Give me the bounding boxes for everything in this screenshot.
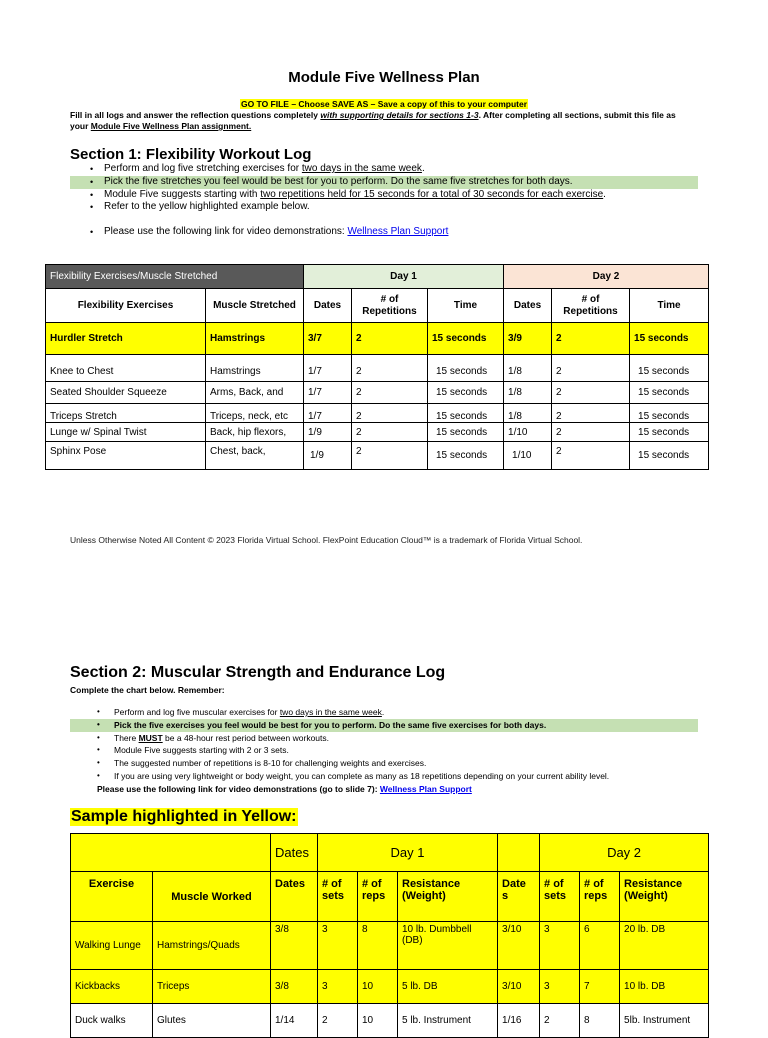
- cell-date[interactable]: 1/7: [304, 355, 352, 382]
- cell-date[interactable]: 1/8: [504, 355, 552, 382]
- cell-reps[interactable]: 2: [352, 442, 428, 470]
- col-resistance: Resistance (Weight): [620, 872, 709, 922]
- col-dates: Dates: [304, 289, 352, 323]
- cell-date: 3/8: [271, 970, 318, 1004]
- cell-sets: 3: [318, 970, 358, 1004]
- section1-video-bullet: [70, 226, 698, 239]
- bullet-item: • Pick the five exercises you feel would be best for you to perform. Do the same five exercises for both days.: [70, 719, 698, 732]
- section2-bullets: [70, 706, 698, 783]
- col-time: Time: [428, 289, 504, 323]
- cell-time[interactable]: 15 seconds: [428, 355, 504, 382]
- table-row: [46, 442, 709, 470]
- col-dates: Dates: [504, 289, 552, 323]
- cell-date: 3/10: [498, 922, 540, 970]
- cell-muscle: Hamstrings/Quads: [153, 922, 271, 970]
- cell-exercise: Kickbacks: [71, 970, 153, 1004]
- cell-time[interactable]: 15 seconds: [630, 382, 709, 404]
- col-reps: # of reps: [358, 872, 398, 922]
- cell-muscle[interactable]: Hamstrings: [206, 355, 304, 382]
- table-row: [71, 922, 709, 970]
- col-sets: # of sets: [540, 872, 580, 922]
- cell-date[interactable]: 1/7: [304, 382, 352, 404]
- col-reps: # of Repetitions: [552, 289, 630, 323]
- cell-date: 3/9: [504, 323, 552, 355]
- table-row: [71, 970, 709, 1004]
- cell-time[interactable]: 15 seconds: [630, 404, 709, 423]
- col-reps: # of Repetitions: [352, 289, 428, 323]
- cell-sets: 3: [540, 970, 580, 1004]
- cell-muscle: Hamstrings: [206, 323, 304, 355]
- section1-bullets: [70, 163, 698, 214]
- cell-time[interactable]: 15 seconds: [630, 423, 709, 442]
- cell-reps[interactable]: 2: [552, 423, 630, 442]
- bullet-item: • The suggested number of repetitions is 8-10 for challenging weights and exercises.: [70, 757, 698, 770]
- bullet-item: • Please use the following link for video demonstrations: Wellness Plan Support: [70, 226, 698, 239]
- cell-time: 15 seconds: [428, 323, 504, 355]
- cell-date: 3/8: [271, 922, 318, 970]
- cell-muscle: Triceps: [153, 970, 271, 1004]
- wellness-plan-support-link[interactable]: Wellness Plan Support: [379, 784, 472, 794]
- col-reps: # of reps: [580, 872, 620, 922]
- cell-reps: 8: [358, 922, 398, 970]
- col-time: Time: [630, 289, 709, 323]
- section2-video-line: Please use the following link for video demonstrations (go to slide 7): Wellness Plan Support: [97, 784, 472, 794]
- table-row: [46, 382, 709, 404]
- cell-reps[interactable]: 2: [552, 355, 630, 382]
- cell-time[interactable]: 15 seconds: [630, 355, 709, 382]
- copyright-footer: Unless Otherwise Noted All Content © 2023 Florida Virtual School. FlexPoint Education Cloud™ is a trademark of Florida Virtual School.: [70, 535, 583, 545]
- cell-sets: 3: [540, 922, 580, 970]
- cell-muscle[interactable]: Arms, Back, and: [206, 382, 304, 404]
- assignment-link-text: Module Five Wellness Plan assignment.: [90, 121, 252, 131]
- cell-resistance[interactable]: 5 lb. Instrument: [398, 1004, 498, 1038]
- day1-header: Day 1: [304, 265, 504, 289]
- cell-exercise[interactable]: Knee to Chest: [46, 355, 206, 382]
- cell-exercise: Hurdler Stretch: [46, 323, 206, 355]
- table-row: [71, 1004, 709, 1038]
- table-row: [46, 423, 709, 442]
- section2-subheading: Complete the chart below. Remember:: [70, 685, 225, 695]
- cell-date[interactable]: 1/10: [504, 423, 552, 442]
- cell-date[interactable]: 1/8: [504, 382, 552, 404]
- cell-reps[interactable]: 10: [358, 1004, 398, 1038]
- bullet-item: • Module Five suggests starting with 2 or 3 sets.: [70, 744, 698, 757]
- bullet-item: • There MUST be a 48-hour rest period between workouts.: [70, 732, 698, 745]
- bullet-item: • If you are using very lightweight or body weight, you can complete as many as 18 repetitions depending on your current ability level.: [70, 770, 698, 783]
- sample-label: Sample highlighted in Yellow:: [71, 808, 297, 825]
- flexibility-log-table: [45, 264, 709, 470]
- cell-reps: 10: [358, 970, 398, 1004]
- cell-exercise[interactable]: Triceps Stretch: [46, 404, 206, 423]
- cell-time[interactable]: 15 seconds: [428, 404, 504, 423]
- cell-resistance: 5 lb. DB: [398, 970, 498, 1004]
- cell-date[interactable]: 1/14: [271, 1004, 318, 1038]
- wellness-plan-support-link[interactable]: Wellness Plan Support: [347, 226, 449, 237]
- col-sets: # of sets: [318, 872, 358, 922]
- day2-header: Day 2: [540, 834, 709, 872]
- cell-reps: 2: [352, 323, 428, 355]
- cell-date[interactable]: 1/8: [504, 404, 552, 423]
- bullet-item: • Perform and log five muscular exercises for two days in the same week.: [70, 706, 698, 719]
- cell-date[interactable]: 1/10: [504, 442, 552, 470]
- bullet-item: • Perform and log five stretching exercises for two days in the same week.: [70, 163, 698, 176]
- cell-date[interactable]: 1/9: [304, 423, 352, 442]
- cell-reps[interactable]: 2: [352, 355, 428, 382]
- col-exercise: Flexibility Exercises: [46, 289, 206, 323]
- cell-exercise: Walking Lunge: [71, 922, 153, 970]
- cell-time[interactable]: 15 seconds: [630, 442, 709, 470]
- section2-heading: Section 2: Muscular Strength and Endurance Log: [70, 664, 446, 681]
- cell-reps[interactable]: 2: [552, 404, 630, 423]
- empty-header-cell: [498, 834, 540, 872]
- cell-exercise[interactable]: Sphinx Pose: [46, 442, 206, 470]
- cell-reps[interactable]: 2: [352, 423, 428, 442]
- save-instructions: GO TO FILE – Choose SAVE AS – Save a copy of this to your computer: [240, 99, 528, 109]
- day2-header: Day 2: [504, 265, 709, 289]
- cell-date[interactable]: 1/7: [304, 404, 352, 423]
- cell-time[interactable]: 15 seconds: [428, 442, 504, 470]
- cell-time[interactable]: 15 seconds: [428, 423, 504, 442]
- cell-reps[interactable]: 8: [580, 1004, 620, 1038]
- table-row: [46, 355, 709, 382]
- cell-reps[interactable]: 2: [552, 442, 630, 470]
- cell-muscle[interactable]: Glutes: [153, 1004, 271, 1038]
- cell-resistance: 20 lb. DB: [620, 922, 709, 970]
- cell-resistance: 10 lb. DB: [620, 970, 709, 1004]
- table-row: [46, 404, 709, 423]
- group-header: Flexibility Exercises/Muscle Stretched: [46, 265, 304, 289]
- cell-reps: 7: [580, 970, 620, 1004]
- section1-heading: Section 1: Flexibility Workout Log: [70, 146, 312, 163]
- cell-sets: 3: [318, 922, 358, 970]
- dates-header: Dates: [271, 834, 318, 872]
- col-muscle: Muscle Stretched: [206, 289, 304, 323]
- cell-reps: 6: [580, 922, 620, 970]
- cell-sets[interactable]: 2: [318, 1004, 358, 1038]
- cell-muscle[interactable]: Triceps, neck, etc: [206, 404, 304, 423]
- cell-reps[interactable]: 2: [352, 382, 428, 404]
- cell-time: 15 seconds: [630, 323, 709, 355]
- cell-time[interactable]: 15 seconds: [428, 382, 504, 404]
- cell-date: 3/7: [304, 323, 352, 355]
- empty-header-cell: [71, 834, 271, 872]
- cell-sets[interactable]: 2: [540, 1004, 580, 1038]
- cell-exercise[interactable]: Seated Shoulder Squeeze: [46, 382, 206, 404]
- cell-resistance[interactable]: 5lb. Instrument: [620, 1004, 709, 1038]
- bullet-item: • Refer to the yellow highlighted example below.: [70, 201, 698, 214]
- cell-exercise[interactable]: Lunge w/ Spinal Twist: [46, 423, 206, 442]
- cell-reps[interactable]: 2: [352, 404, 428, 423]
- bullet-item: • Pick the five stretches you feel would be best for you to perform. Do the same five stretches for both days.: [70, 176, 698, 189]
- page-title: Module Five Wellness Plan: [288, 69, 480, 86]
- assignment-instructions: Fill in all logs and answer the reflection questions completely with supporting details for sections 1-3. After completing all sections, submit this file as your Module Five Wellness Plan assignment.: [70, 110, 676, 131]
- strength-log-table: [70, 833, 709, 1038]
- cell-muscle[interactable]: Back, hip flexors,: [206, 423, 304, 442]
- cell-date[interactable]: 1/9: [304, 442, 352, 470]
- cell-reps: 2: [552, 323, 630, 355]
- cell-muscle[interactable]: Chest, back,: [206, 442, 304, 470]
- col-dates: Date s: [498, 872, 540, 922]
- table-row: [46, 323, 709, 355]
- day1-header: Day 1: [318, 834, 498, 872]
- cell-reps[interactable]: 2: [552, 382, 630, 404]
- col-resistance: Resistance (Weight): [398, 872, 498, 922]
- col-dates: Dates: [271, 872, 318, 922]
- col-exercise: Exercise: [71, 872, 153, 922]
- cell-resistance: 10 lb. Dumbbell (DB): [398, 922, 498, 970]
- cell-exercise[interactable]: Duck walks: [71, 1004, 153, 1038]
- bullet-item: • Module Five suggests starting with two repetitions held for 15 seconds for a total of 30 seconds for each exercise.: [70, 189, 698, 202]
- col-muscle: Muscle Worked: [153, 872, 271, 922]
- cell-date[interactable]: 1/16: [498, 1004, 540, 1038]
- cell-date: 3/10: [498, 970, 540, 1004]
